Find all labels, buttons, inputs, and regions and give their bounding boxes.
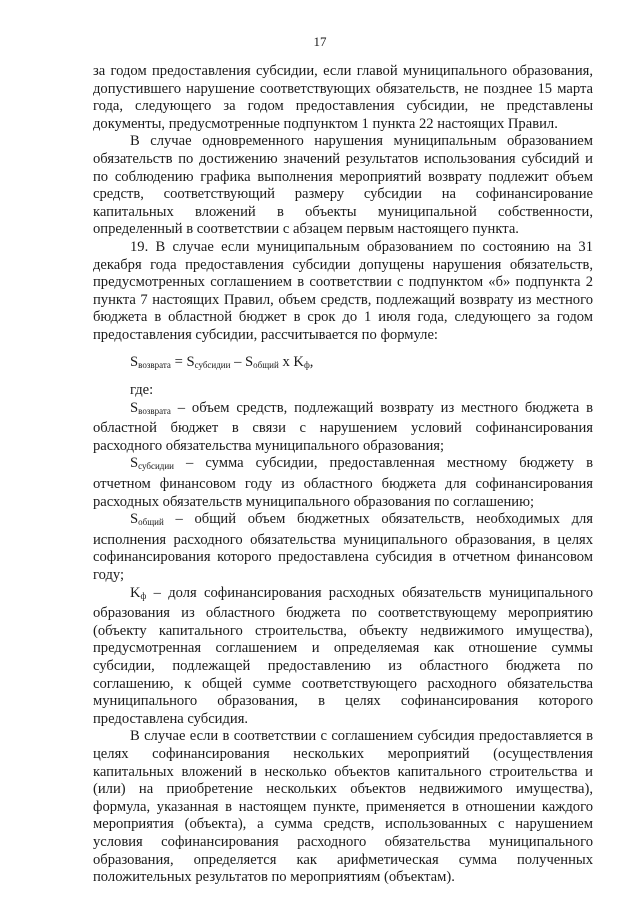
definition-symbol: K bbox=[130, 584, 141, 601]
definition-symbol: S bbox=[130, 455, 139, 472]
formula-end: , bbox=[309, 353, 314, 370]
definition-s-subsidii bbox=[93, 455, 593, 511]
definition-k-f bbox=[93, 585, 593, 729]
formula-symbol: S bbox=[130, 353, 139, 370]
definition-subscript: ф bbox=[140, 590, 147, 601]
definition-subscript: возврата bbox=[138, 405, 171, 416]
paragraph-multiple-measures: В случае если в соответствии с соглашением субсидия предоставляется в целях софинансирования нескольких мероприятий (осуществления капитальных вложений в несколько объектов капитального строительства и (или) на приобретение нескольких объектов недвижимого имущества), формула, указанная в настоящем пункте, применяется в отношении каждого мероприятия (объекта), а сумма средств, использованных с нарушением условия софинансирования расходного обязательства муниципального образования, определяется как арифметическая сумма полученных положительных результатов по мероприятиям (объектам). bbox=[93, 728, 593, 886]
formula-operator: – bbox=[230, 353, 246, 370]
paragraph-simultaneous-violation: В случае одновременного нарушения муниципальным образованием обязательств по достижению значений результатов использования субсидий и по соблюдению графика выполнения мероприятий возврату подлежит объем средств, соответствующий размеру субсидии на софинансирование капитальных вложений в объекты муниципальной собственности, определенный в соответствии с абзацем первым настоящего пункта. bbox=[93, 133, 593, 238]
definition-s-vozvrata bbox=[93, 400, 593, 456]
definition-symbol: S bbox=[130, 511, 139, 528]
formula-subscript: субсидии bbox=[194, 359, 231, 370]
formula-subscript: возврата bbox=[138, 359, 171, 370]
paragraph-continuation: за годом предоставления субсидии, если главой муниципального образования, допустившего нарушение соответствующих обязательств, не позднее 15 марта года, следующего за годом предоставления субсидии, не представлены документы, предусмотренные подпунктом 1 пункта 22 настоящих Правил. bbox=[93, 63, 593, 132]
definition-subscript: общий bbox=[138, 517, 164, 528]
definition-text: – сумма субсидии, предоставленная местному бюджету в отчетном финансовом году из областного бюджета для софинансирования расходных обязательств муниципального образования по соглашению; bbox=[93, 455, 593, 510]
definition-text: – объем средств, подлежащий возврату из местного бюджета в областной бюджет в связи с нарушением условий софинансирования расходного обязательства муниципального образования; bbox=[93, 399, 593, 454]
formula-symbol: K bbox=[293, 353, 304, 370]
formula-subscript: общий bbox=[253, 359, 279, 370]
definition-text: – доля софинансирования расходных обязательств муниципального образования из областного бюджета по соответствующему мероприятию (объекту капитального строительства, объекту недвижимого имущества), предусмотренная соглашением и определяемая как отношение суммы субсидии, подлежащей предоставлению из областного бюджета по соглашению, к общей сумме соответствующего расходного обязательства муниципального образования, в целях софинансирования которого предоставлена субсидия. bbox=[93, 584, 593, 727]
paragraph-item-19: 19. В случае если муниципальным образованием по состоянию на 31 декабря года предоставления субсидии допущены нарушения обязательств, предусмотренных соглашением в соответствии с подпунктом «б» подпункта 2 пункта 7 настоящих Правил, объем средств, подлежащий возврату из местного бюджета в областной бюджет в срок до 1 июля года, следующего за годом предоставления субсидии, рассчитывается по формуле: bbox=[93, 238, 593, 343]
formula-operator: х bbox=[278, 353, 294, 370]
definition-text: – общий объем бюджетных обязательств, необходимых для исполнения расходного обязательства муниципального образования, в целях софинансирования которого предоставлена субсидия в отчетном финансовом году; bbox=[93, 511, 593, 584]
definition-s-obshchiy bbox=[93, 511, 593, 584]
formula-symbol: S bbox=[186, 353, 195, 370]
definition-symbol: S bbox=[130, 399, 139, 416]
page-number: 17 bbox=[313, 34, 327, 49]
definition-subscript: субсидии bbox=[138, 461, 174, 472]
where-label: где: bbox=[130, 382, 154, 399]
formula-operator: = bbox=[170, 353, 187, 370]
refund-formula bbox=[93, 354, 593, 375]
formula-symbol: S bbox=[245, 353, 254, 370]
document-body bbox=[93, 63, 593, 887]
formula-subscript: ф bbox=[303, 359, 310, 370]
